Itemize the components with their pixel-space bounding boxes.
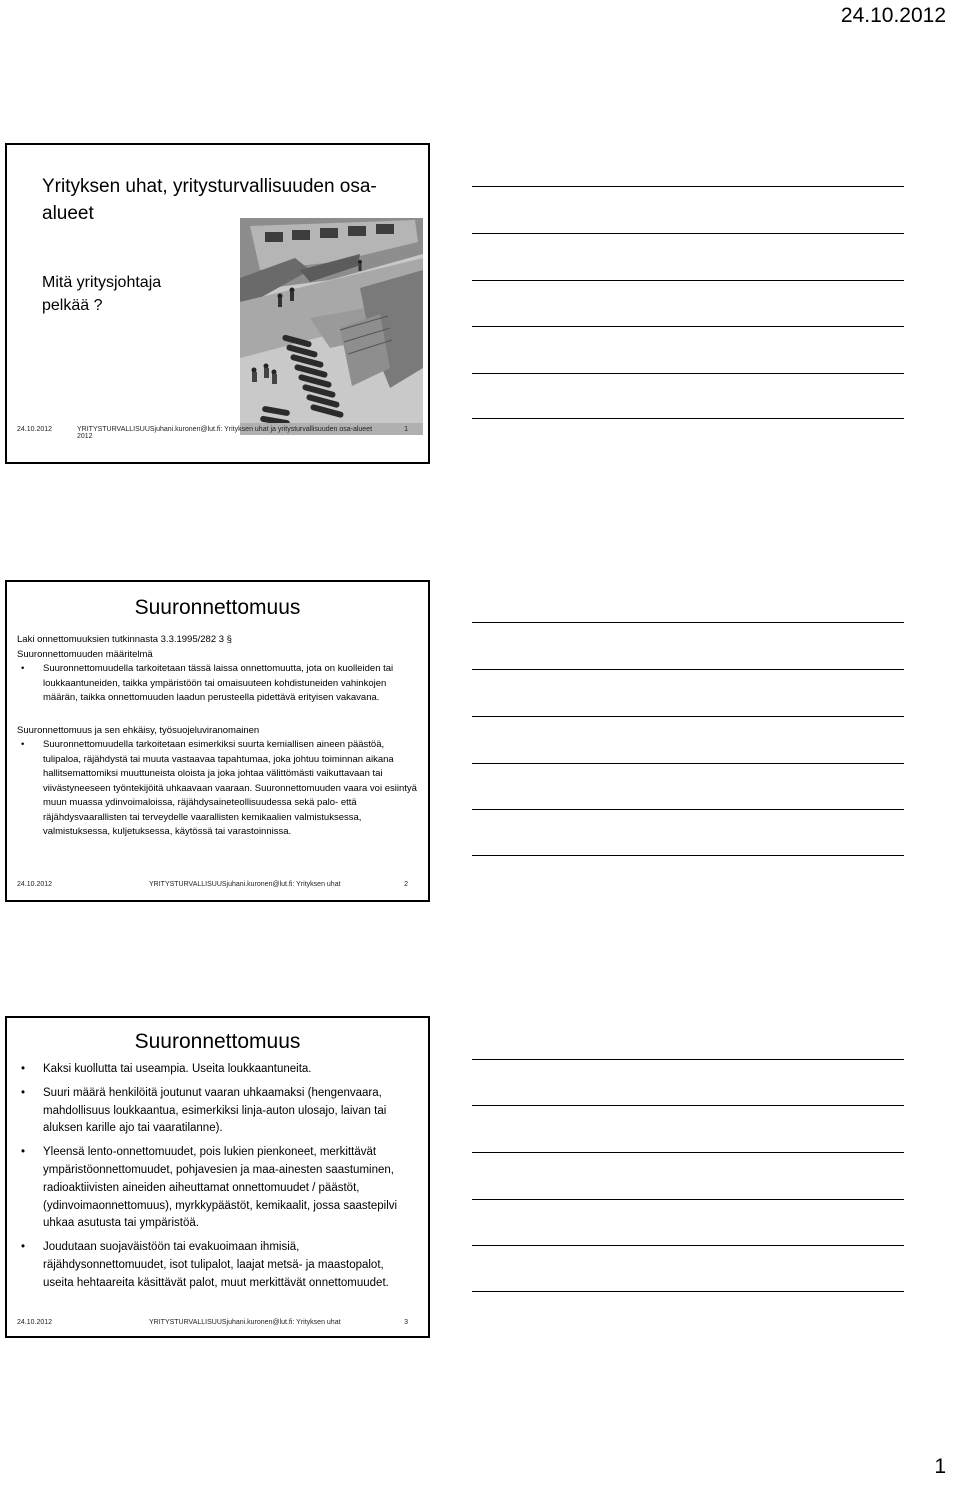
bullet-list xyxy=(17,1061,416,1293)
slide-number: 3 xyxy=(404,1319,408,1326)
accident-scene-photo xyxy=(240,218,423,435)
slide-title: Suuronnettomuus xyxy=(134,1030,301,1053)
slide-footer-date: 24.10.2012 xyxy=(17,426,53,433)
slide-footer xyxy=(17,1319,408,1326)
slide-footer-date: 24.10.2012 xyxy=(17,881,53,888)
page-number: 1 xyxy=(934,1455,946,1478)
slide-footer-text: YRITYSTURVALLISUUSjuhani.kuronen@lut.fi: Yrityksen uhat xyxy=(149,881,341,888)
slide-footer-text: YRITYSTURVALLISUUSjuhani.kuronen@lut.fi: Yrityksen uhat xyxy=(149,1319,341,1326)
law-reference: Laki onnettomuuksien tutkinnasta 3.3.1995/282 3 § xyxy=(17,634,232,645)
prevention-list xyxy=(17,738,418,840)
slide-number: 2 xyxy=(404,881,408,888)
bullet-item: • Joudutaan suojaväistöön tai evakuoimaan ihmisiä, räjähdysonnettomuudet, isot tulipalot, laajat metsä- ja maastopalot, useita hehtaareita käsittävät palot, muut merkittävät onnettomuudet. xyxy=(43,1239,416,1292)
prevention-heading: Suuronnettomuus ja sen ehkäisy, työsuojeluviranomainen xyxy=(17,724,260,736)
slide-title: Suuronnettomuus xyxy=(134,596,301,619)
slide-body xyxy=(17,1061,416,1299)
prevention-text: • Suuronnettomuudella tarkoitetaan esimerkiksi suurta kemiallisen aineen päästöä, tulipaloa, räjähdystä tai muuta vastaavaa tapahtumaa, joka johtuu toiminnan aikana hallitsemattomiksi muuttuneista oloista ja joka johtaa välittömästi vaikuttavaan tai viivästyneeseen työntekijöitä uhkaavaan vaaraan. Suuronnettomuuden vaara voi esiintyä muun muassa ydinvoimaloissa, räjähdysaineteollisuudessa sekä palo- että räjähdysvaarallisten tai terveydelle vaarallisten kemikaalien valmistuksessa, valmistuksessa, kuljetuksessa, käytössä tai varastoinnissa. xyxy=(43,738,418,840)
bullet-item: • Yleensä lento-onnettomuudet, pois lukien pienkoneet, merkittävät ympäristöonnettomuudet, pohjavesien ja maa-ainesten saastuminen, radioaktiivisten aineiden aiheuttamat onnettomuudet / päästöt, (ydinvoimaonnettomuus), myrkkypäästöt, kemikaalit, jossa saastepilvi uhkaa asutusta tai ympäristöä. xyxy=(43,1144,416,1233)
slide-body xyxy=(17,633,418,840)
definition-text: • Suuronnettomuudella tarkoitetaan tässä laissa onnettomuutta, jota on kuolleiden tai loukkaantuneiden, taikka ympäristöön tai omaisuuteen kohdistuneiden vahinkojen määrän, taikka onnettomuuden laadun perusteella pidettävä erityisen vakavana. xyxy=(43,662,418,706)
slide-footer xyxy=(17,881,408,888)
slide-2 xyxy=(5,580,430,902)
definition-heading: Suuronnettomuuden määritelmä xyxy=(17,648,153,660)
bullet-item: • Kaksi kuollutta tai useampia. Useita loukkaantuneita. xyxy=(43,1061,416,1079)
slide-1 xyxy=(5,143,430,464)
page-header-date: 24.10.2012 xyxy=(840,4,946,27)
slide-number: 1 xyxy=(404,426,408,433)
bullet-item: • Suuri määrä henkilöitä joutunut vaaran uhkaamaksi (hengenvaara, mahdollisuus loukkaantua, esimerkiksi linja-auton ulosajo, laivan tai aluksen karille ajo tai vaaratilanne). xyxy=(43,1085,416,1138)
slide-footer-text: YRITYSTURVALLISUUSjuhani.kuronen@lut.fi: Yrityksen uhat ja yritysturvallisuuden osa-alueet 2012 xyxy=(77,426,373,440)
slide-title: Yrityksen uhat, yritysturvallisuuden osa-alueet xyxy=(42,176,377,224)
slide-subtitle: Mitä yritysjohtaja pelkää ? xyxy=(42,274,162,314)
definition-list xyxy=(17,662,418,706)
slide-footer-date: 24.10.2012 xyxy=(17,1319,53,1326)
slide-3 xyxy=(5,1016,430,1338)
slide-footer xyxy=(17,426,408,440)
